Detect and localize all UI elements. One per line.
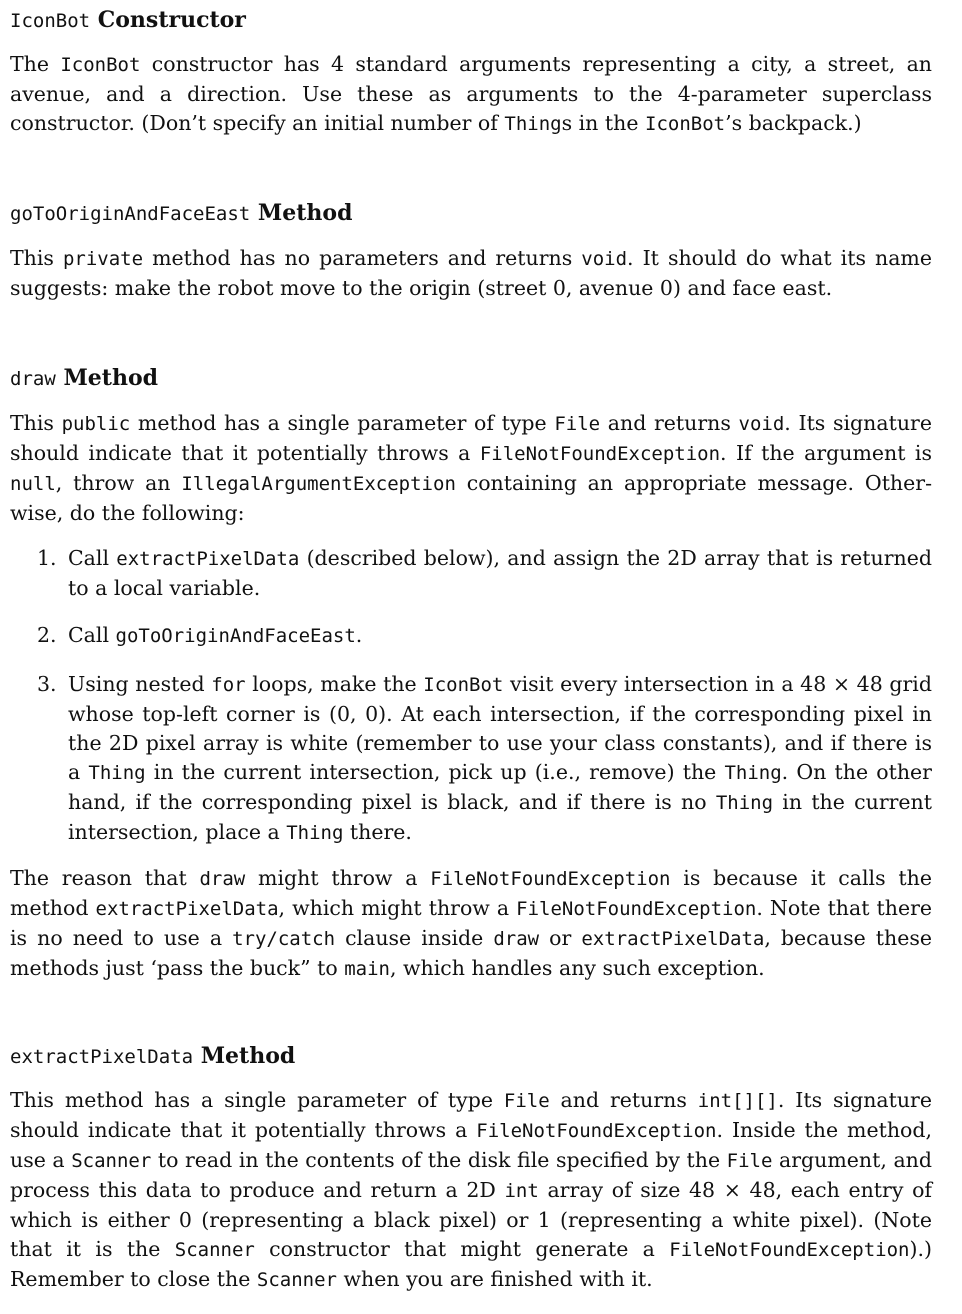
- code-run: goToOriginAndFaceEast: [115, 625, 356, 647]
- code-run: private: [62, 248, 144, 270]
- code-run: FileNotFoundException: [479, 443, 721, 465]
- text-run: method has no parameters and returns: [143, 246, 582, 270]
- text-run: This method has a single parameter of type: [10, 1088, 504, 1112]
- text-run: This: [10, 246, 63, 270]
- code-run: Thing: [286, 822, 344, 844]
- list-item: [10, 670, 932, 848]
- text-run: containing an appropriate message. Other- wise, do the following:: [10, 471, 932, 525]
- text-run: Call: [68, 623, 116, 647]
- list-number: 3.: [37, 672, 57, 696]
- code-run: IconBot: [645, 113, 726, 135]
- text-run: , which handles any such exception.: [389, 956, 765, 980]
- code-run: public: [61, 413, 131, 435]
- code-run: IconBot: [60, 54, 141, 76]
- code-run: try/catch: [232, 928, 336, 950]
- code-run: Thing: [715, 792, 774, 814]
- draw-paragraph: [10, 409, 932, 528]
- text-run: , because these methods just ‘pass the buck” to: [10, 926, 932, 980]
- list-number: 2.: [37, 623, 57, 647]
- heading-code: extractPixelData: [10, 1046, 194, 1068]
- code-run: void: [581, 248, 628, 270]
- code-run: Scanner: [71, 1150, 152, 1172]
- code-run: main: [344, 958, 390, 980]
- code-run: FileNotFoundException: [669, 1239, 910, 1261]
- text-run: to read in the contents of the disk file specified by the: [151, 1148, 727, 1172]
- list-number: 1.: [37, 546, 57, 570]
- section-heading-draw: [10, 364, 158, 393]
- section-heading-constructor: [10, 6, 246, 35]
- code-run: draw: [493, 928, 540, 950]
- section-heading-extract-pixel-data: [10, 1042, 295, 1071]
- text-run: . Its signature should indicate that it potentially throws a: [10, 1088, 932, 1142]
- code-run: Thing: [504, 113, 562, 135]
- code-run: FileNotFoundException: [430, 868, 671, 890]
- text-run: array of size 48 × 48, each entry of which is either 0 (representing a black pixel) or 1 (representing a white pixel). (Note that it is the: [10, 1178, 932, 1261]
- text-run: might throw a: [245, 866, 431, 890]
- code-run: void: [738, 413, 785, 435]
- code-run: FileNotFoundException: [516, 898, 757, 920]
- section-heading-go-to-origin: [10, 199, 352, 228]
- text-run: and returns: [600, 411, 739, 435]
- text-run: . Its signature should indicate that it potentially throws a: [10, 411, 932, 465]
- heading-text: Method: [257, 200, 353, 226]
- text-run: Using nested: [68, 672, 212, 696]
- text-run: The reason that: [10, 866, 200, 890]
- heading-text: Method: [63, 365, 159, 391]
- code-run: int[][]: [697, 1090, 778, 1112]
- code-run: IllegalArgumentException: [181, 473, 456, 495]
- code-run: extractPixelData: [116, 548, 300, 570]
- code-run: IconBot: [423, 674, 504, 696]
- code-run: null: [10, 473, 56, 495]
- text-run: . It should do what its name suggests: make the robot move to the origin (street 0, avenue 0) and face east.: [10, 246, 932, 300]
- heading-text: Method: [200, 1043, 296, 1069]
- text-run: .: [355, 623, 363, 647]
- text-run: clause inside: [335, 926, 494, 950]
- code-run: Scanner: [256, 1269, 337, 1291]
- code-run: int: [504, 1180, 539, 1202]
- text-run: Call: [68, 546, 117, 570]
- go-to-origin-paragraph: [10, 244, 932, 303]
- heading-code: goToOriginAndFaceEast: [10, 203, 251, 225]
- text-run: . If the argument is: [720, 441, 932, 465]
- code-run: FileNotFoundException: [476, 1120, 717, 1142]
- code-run: File: [503, 1090, 550, 1112]
- text-run: This: [10, 411, 62, 435]
- text-run: and returns: [549, 1088, 698, 1112]
- text-run: visit every intersection in a 48 × 48 grid whose top-left corner is (0, 0). At each intersection, if the corresponding pixel in the 2D pixel array is white (remember to use your class constants), and if there is a: [68, 672, 932, 784]
- text-run: . Note that there is no need to use a: [10, 896, 933, 950]
- text-run: method has a single parameter of type: [130, 411, 555, 435]
- text-run: , which might throw a: [278, 896, 517, 920]
- text-run: argument, and process this data to produce and return a 2D: [10, 1148, 932, 1202]
- text-run: s in the: [561, 111, 645, 135]
- code-run: File: [554, 413, 601, 435]
- text-run: (described below), and assign the 2D array that is returned to a local variable.: [68, 546, 932, 600]
- heading-code: draw: [10, 368, 56, 390]
- constructor-paragraph: [10, 50, 932, 139]
- code-run: extractPixelData: [581, 928, 765, 950]
- code-run: Scanner: [174, 1239, 255, 1261]
- heading-code: IconBot: [10, 10, 91, 32]
- text-run: constructor that might generate a: [254, 1237, 670, 1261]
- code-run: Thing: [724, 762, 782, 784]
- text-run: there.: [343, 820, 412, 844]
- text-run: ’s backpack.): [725, 111, 862, 135]
- code-run: extractPixelData: [95, 898, 279, 920]
- text-run: when you are finished with it.: [336, 1267, 653, 1291]
- code-run: for: [211, 674, 246, 696]
- draw-reason-paragraph: [10, 864, 932, 984]
- text-run: is because it calls the method: [10, 866, 932, 920]
- list-item: [10, 544, 932, 603]
- text-run: The: [10, 52, 61, 76]
- text-run: constructor has 4 standard arguments representing a city, a street, an avenue, and a direction. Use these as arguments to the 4-parameter superclass constructor. (Don’t specify an initial number of: [10, 52, 933, 135]
- text-run: in the current intersection, pick up (i.e., remove) the: [145, 760, 725, 784]
- text-run: . On the other hand, if the corresponding pixel is black, and if there is no: [68, 760, 932, 814]
- list-item: [10, 621, 932, 651]
- code-run: Thing: [88, 762, 146, 784]
- text-run: ).) Remember to close the: [10, 1237, 932, 1291]
- text-run: loops, make the: [245, 672, 424, 696]
- text-run: , throw an: [55, 471, 182, 495]
- code-run: File: [726, 1150, 773, 1172]
- text-run: or: [539, 926, 582, 950]
- code-run: draw: [199, 868, 246, 890]
- extract-pixel-data-paragraph: [10, 1086, 932, 1295]
- heading-text: Constructor: [97, 7, 246, 33]
- text-run: . Inside the method, use a: [10, 1118, 933, 1172]
- text-run: in the current intersection, place a: [68, 790, 932, 844]
